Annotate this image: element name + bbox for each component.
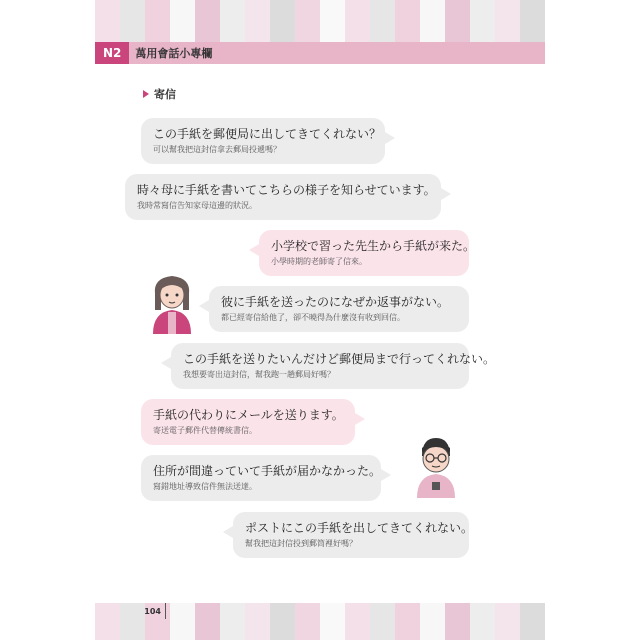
boy-character-icon: [411, 434, 461, 498]
japanese-sentence: この手紙を送りたいんだけど郵便局まで行ってくれない。: [183, 352, 496, 366]
speech-bubble-4: [209, 286, 469, 332]
top-stripe-band: [95, 0, 545, 42]
level-badge: N2: [95, 42, 129, 64]
decorative-stripe: [295, 603, 320, 640]
chinese-translation: 可以幫我把這封信拿去郵局投遞嗎？: [153, 145, 281, 154]
japanese-sentence: この手紙を郵便局に出してきてくれない？: [153, 127, 382, 141]
chinese-translation: 寄送電子郵件代替傳統書信。: [153, 426, 257, 435]
decorative-stripe: [345, 0, 370, 42]
speech-bubble-5: [171, 343, 496, 389]
decorative-stripe: [245, 0, 270, 42]
decorative-stripe: [170, 603, 195, 640]
decorative-stripe: [95, 0, 120, 42]
section-heading: [143, 86, 176, 102]
decorative-stripe: [220, 603, 245, 640]
decorative-stripe: [395, 0, 420, 42]
column-header: [95, 42, 545, 64]
japanese-sentence: 小学校で習った先生から手紙が来た。: [271, 239, 476, 253]
decorative-stripe: [445, 0, 470, 42]
decorative-stripe: [370, 0, 395, 42]
speech-bubble-6: [141, 399, 355, 445]
speech-bubble-3: [259, 230, 476, 276]
decorative-stripe: [245, 603, 270, 640]
decorative-stripe: [445, 603, 470, 640]
speech-bubble-1: [141, 118, 385, 164]
decorative-stripe: [270, 0, 295, 42]
girl-character-icon: [147, 270, 197, 334]
decorative-stripe: [195, 0, 220, 42]
decorative-stripe: [470, 603, 495, 640]
chinese-translation: 我想要寄出這封信，幫我跑一趟郵局好嗎？: [183, 370, 335, 379]
decorative-stripe: [170, 0, 195, 42]
japanese-sentence: 彼に手紙を送ったのになぜか返事がない。: [221, 295, 450, 309]
chinese-translation: 寫錯地址導致信件無法送達。: [153, 482, 257, 491]
japanese-sentence: 時々母に手紙を書いてこちらの様子を知らせています。: [137, 183, 436, 197]
decorative-stripe: [520, 0, 545, 42]
decorative-stripe: [495, 603, 520, 640]
decorative-stripe: [320, 603, 345, 640]
decorative-stripe: [345, 603, 370, 640]
section-title: 寄信: [154, 88, 176, 101]
decorative-stripe: [520, 603, 545, 640]
chinese-translation: 我時常寫信告知家母這邊的狀況。: [137, 201, 257, 210]
decorative-stripe: [420, 0, 445, 42]
japanese-sentence: ポストにこの手紙を出してきてくれない。: [245, 521, 474, 535]
column-title: 萬用會話小專欄: [135, 47, 213, 60]
speech-bubble-8: [233, 512, 474, 558]
book-page: [95, 0, 545, 640]
decorative-stripe: [420, 603, 445, 640]
footer-divider: [165, 603, 166, 619]
decorative-stripe: [395, 603, 420, 640]
decorative-stripe: [195, 603, 220, 640]
decorative-stripe: [320, 0, 345, 42]
triangle-bullet-icon: [143, 90, 149, 98]
decorative-stripe: [270, 603, 295, 640]
decorative-stripe: [120, 0, 145, 42]
decorative-stripe: [220, 0, 245, 42]
chinese-translation: 幫我把這封信投到郵筒裡好嗎？: [245, 539, 357, 548]
decorative-stripe: [145, 0, 170, 42]
decorative-stripe: [470, 0, 495, 42]
page-number: 104: [144, 606, 161, 616]
decorative-stripe: [295, 0, 320, 42]
decorative-stripe: [495, 0, 520, 42]
decorative-stripe: [370, 603, 395, 640]
chinese-translation: 都已經寄信給他了，卻不曉得為什麼沒有收到回信。: [221, 313, 405, 322]
japanese-sentence: 手紙の代わりにメールを送ります。: [153, 408, 344, 422]
speech-bubble-2: [125, 174, 441, 220]
japanese-sentence: 住所が間違っていて手紙が届かなかった。: [153, 464, 382, 478]
speech-bubble-7: [141, 455, 381, 501]
chinese-translation: 小學時期的老師寄了信來。: [271, 257, 367, 266]
